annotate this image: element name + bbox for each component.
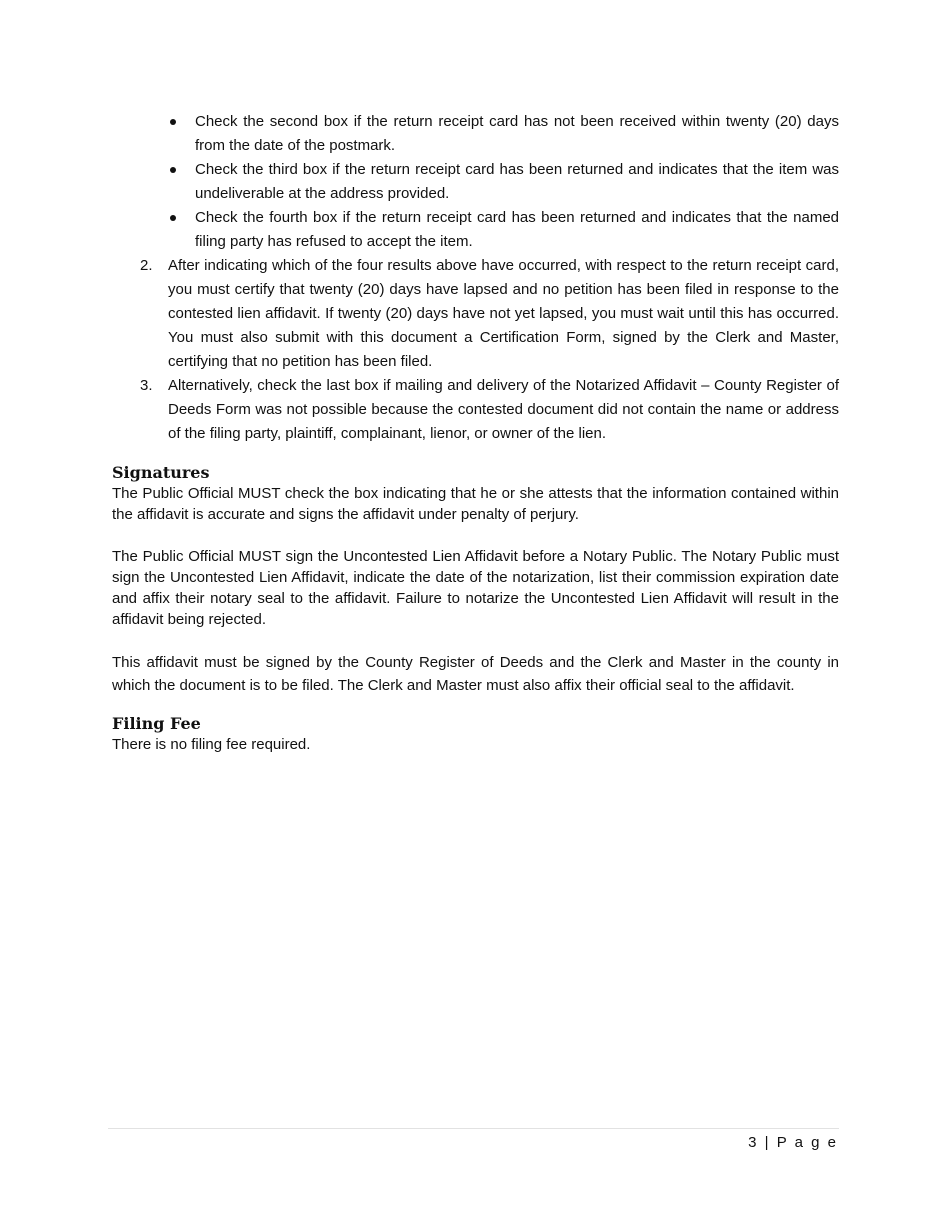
numbered-item bbox=[112, 254, 839, 374]
signatures-paragraph-notary: The Public Official MUST sign the Uncontested Lien Affidavit before a Notary Public. The Notary Public must sign the Uncontested Lien Affidavit, indicate the date of the notarization, list their commission expiration date and affix their notary seal to the affidavit. Failure to notarize the Uncontested Lien Affidavit will result in the affidavit being rejected. bbox=[112, 548, 839, 628]
filing-fee-heading: Filing Fee bbox=[112, 714, 201, 733]
page-number: 3 | P a g e bbox=[748, 1134, 838, 1151]
bullet-item: Check the fourth box if the return receipt card has been returned and indicates that the named filing party has refused to accept the item. bbox=[167, 206, 839, 254]
item-text: Alternatively, check the last box if mailing and delivery of the Notarized Affidavit – County Register of Deeds Form was not possible because the contested document did not contain the name or address of the filing party, plaintiff, complainant, lienor, or owner of the lien. bbox=[168, 377, 839, 442]
instructions-numbered-list bbox=[112, 254, 839, 446]
return-receipt-bullet-list bbox=[167, 110, 839, 254]
page-content bbox=[112, 110, 839, 755]
bullet-item: Check the third box if the return receipt card has been returned and indicates that the item was undeliverable at the address provided. bbox=[167, 158, 839, 206]
footer-divider bbox=[108, 1128, 839, 1129]
filing-fee-text: There is no filing fee required. bbox=[112, 736, 311, 753]
signatures-heading: Signatures bbox=[112, 463, 210, 482]
bullet-item: Check the second box if the return receipt card has not been received within twenty (20) days from the date of the postmark. bbox=[167, 110, 839, 158]
item-text: After indicating which of the four results above have occurred, with respect to the return receipt card, you must certify that twenty (20) days have lapsed and no petition has been filed in response to the contested lien affidavit. If twenty (20) days have not yet lapsed, you must wait until this has occurred. You must also submit with this document a Certification Form, signed by the Clerk and Master, certifying that no petition has been filed. bbox=[168, 257, 839, 370]
item-number: 2. bbox=[140, 257, 153, 274]
signatures-paragraph-register: This affidavit must be signed by the County Register of Deeds and the Clerk and Master in the county in which the document is to be filed. The Clerk and Master must also affix their official seal to the affidavit. bbox=[112, 654, 839, 694]
item-number: 3. bbox=[140, 377, 153, 394]
signatures-paragraph-attest: The Public Official MUST check the box indicating that he or she attests that the information contained within the affidavit is accurate and signs the affidavit under penalty of perjury. bbox=[112, 485, 839, 523]
numbered-item bbox=[112, 374, 839, 446]
